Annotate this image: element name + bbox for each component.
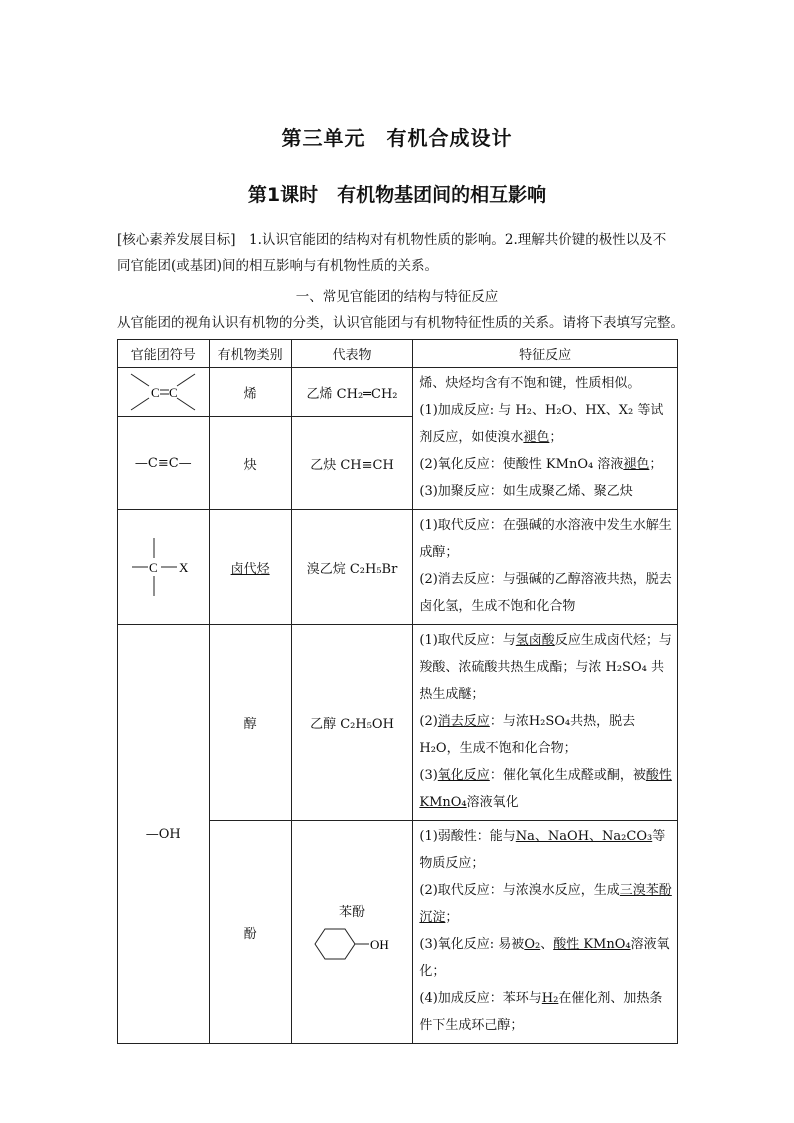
goals-text-2: 同官能团(或基团)间的相互影响与有机物性质的关系。	[117, 258, 439, 274]
halide-rep: 溴乙烷 C₂H₅Br	[291, 510, 413, 625]
halide-symbol-cell	[118, 510, 210, 625]
lesson-title: 第1课时 有机物基团间的相互影响	[247, 184, 547, 206]
phenol-rep-cell	[291, 821, 413, 1044]
reaction-line: (3)加聚反应：如生成聚乙烯、聚乙炔	[419, 484, 633, 499]
alkene-symbol-cell	[118, 368, 210, 417]
header-reactions: 特征反应	[413, 340, 678, 368]
halide-reactions	[413, 510, 678, 625]
svg-text:C: C	[169, 385, 178, 401]
reaction-line: (2)消去反应：与强碱的乙醇溶液共热，脱去卤化氢，生成不饱和化合物	[419, 572, 672, 614]
phenol-class: 酚	[209, 821, 291, 1044]
svg-text:C: C	[151, 385, 160, 401]
reaction-line: (2)取代反应：与浓溴水反应，生成三溴苯酚沉淀；	[419, 883, 672, 925]
alkyne-rep: 乙炔 CH≡CH	[291, 417, 413, 510]
reaction-line: (1)取代反应：与氢卤酸反应生成卤代烃；与羧酸、浓硫酸共热生成酯；与浓 H₂SO₄ 共热生成醚；	[419, 633, 672, 702]
header-symbol: 官能团符号	[118, 340, 210, 368]
phenol-rep: 苯酚	[339, 904, 366, 920]
reaction-line: (2)消去反应：与浓H₂SO₄共热，脱去H₂O，生成不饱和化合物；	[419, 714, 636, 756]
reaction-line: (3)氧化反应：催化氧化生成醛或酮，被酸性 KMnO₄溶液氧化	[419, 768, 672, 810]
svg-text:OH: OH	[370, 936, 389, 952]
table-row-alkene	[118, 368, 678, 417]
alkene-structure-icon	[123, 370, 203, 414]
reaction-line: (2)氧化反应：使酸性 KMnO₄ 溶液褪色；	[419, 457, 663, 472]
reaction-line: (1)取代反应：在强碱的水溶液中发生水解生成醇；	[419, 518, 672, 560]
halide-structure-icon	[128, 532, 198, 602]
reaction-line: 烯、炔烃均含有不饱和键，性质相似。	[419, 376, 641, 391]
halide-class: 卤代烃	[209, 510, 291, 625]
goals-text-1: 1.认识官能团的结构对有机物性质的影响。2.理解共价键的极性以及不	[235, 232, 667, 248]
functional-group-table	[117, 339, 678, 1044]
header-rep: 代表物	[291, 340, 413, 368]
alkene-alkyne-reactions	[413, 368, 678, 510]
alkene-rep: 乙烯 CH₂═CH₂	[291, 368, 413, 417]
section-heading: 一、常见官能团的结构与特征反应	[295, 289, 499, 305]
alcohol-class: 醇	[209, 625, 291, 821]
reaction-line: (1)加成反应: 与 H₂、H₂O、HX、X₂ 等试剂反应，如使溴水褪色；	[419, 403, 664, 445]
goals-tag: [核心素养发展目标]	[117, 232, 236, 248]
header-class: 有机物类别	[209, 340, 291, 368]
svg-text:C: C	[149, 560, 158, 575]
reaction-line: (3)氧化反应: 易被O₂、酸性 KMnO₄溶液氧化；	[419, 937, 670, 979]
phenol-reactions	[413, 821, 678, 1044]
phenol-structure-icon	[307, 924, 397, 964]
alkyne-symbol: —C≡C—	[118, 417, 210, 510]
table-row-halide	[118, 510, 678, 625]
alcohol-reactions	[413, 625, 678, 821]
reaction-line: (4)加成反应：苯环与H₂在催化剂、加热条件下生成环己醇；	[419, 991, 663, 1033]
svg-text:X: X	[179, 560, 189, 575]
oh-symbol: —OH	[118, 625, 210, 1044]
alkene-class: 烯	[209, 368, 291, 417]
alkyne-class: 炔	[209, 417, 291, 510]
reaction-line: (1)弱酸性：能与Na、NaOH、Na₂CO₃等物质反应；	[419, 829, 666, 871]
table-header-row	[118, 340, 678, 368]
goals-line-1	[117, 227, 677, 253]
section-intro: 从官能团的视角认识有机物的分类，认识官能团与有机物特征性质的关系。请将下表填写完整。	[117, 315, 684, 331]
unit-title: 第三单元 有机合成设计	[281, 126, 513, 150]
table-row-alcohol	[118, 625, 678, 821]
alcohol-rep: 乙醇 C₂H₅OH	[291, 625, 413, 821]
